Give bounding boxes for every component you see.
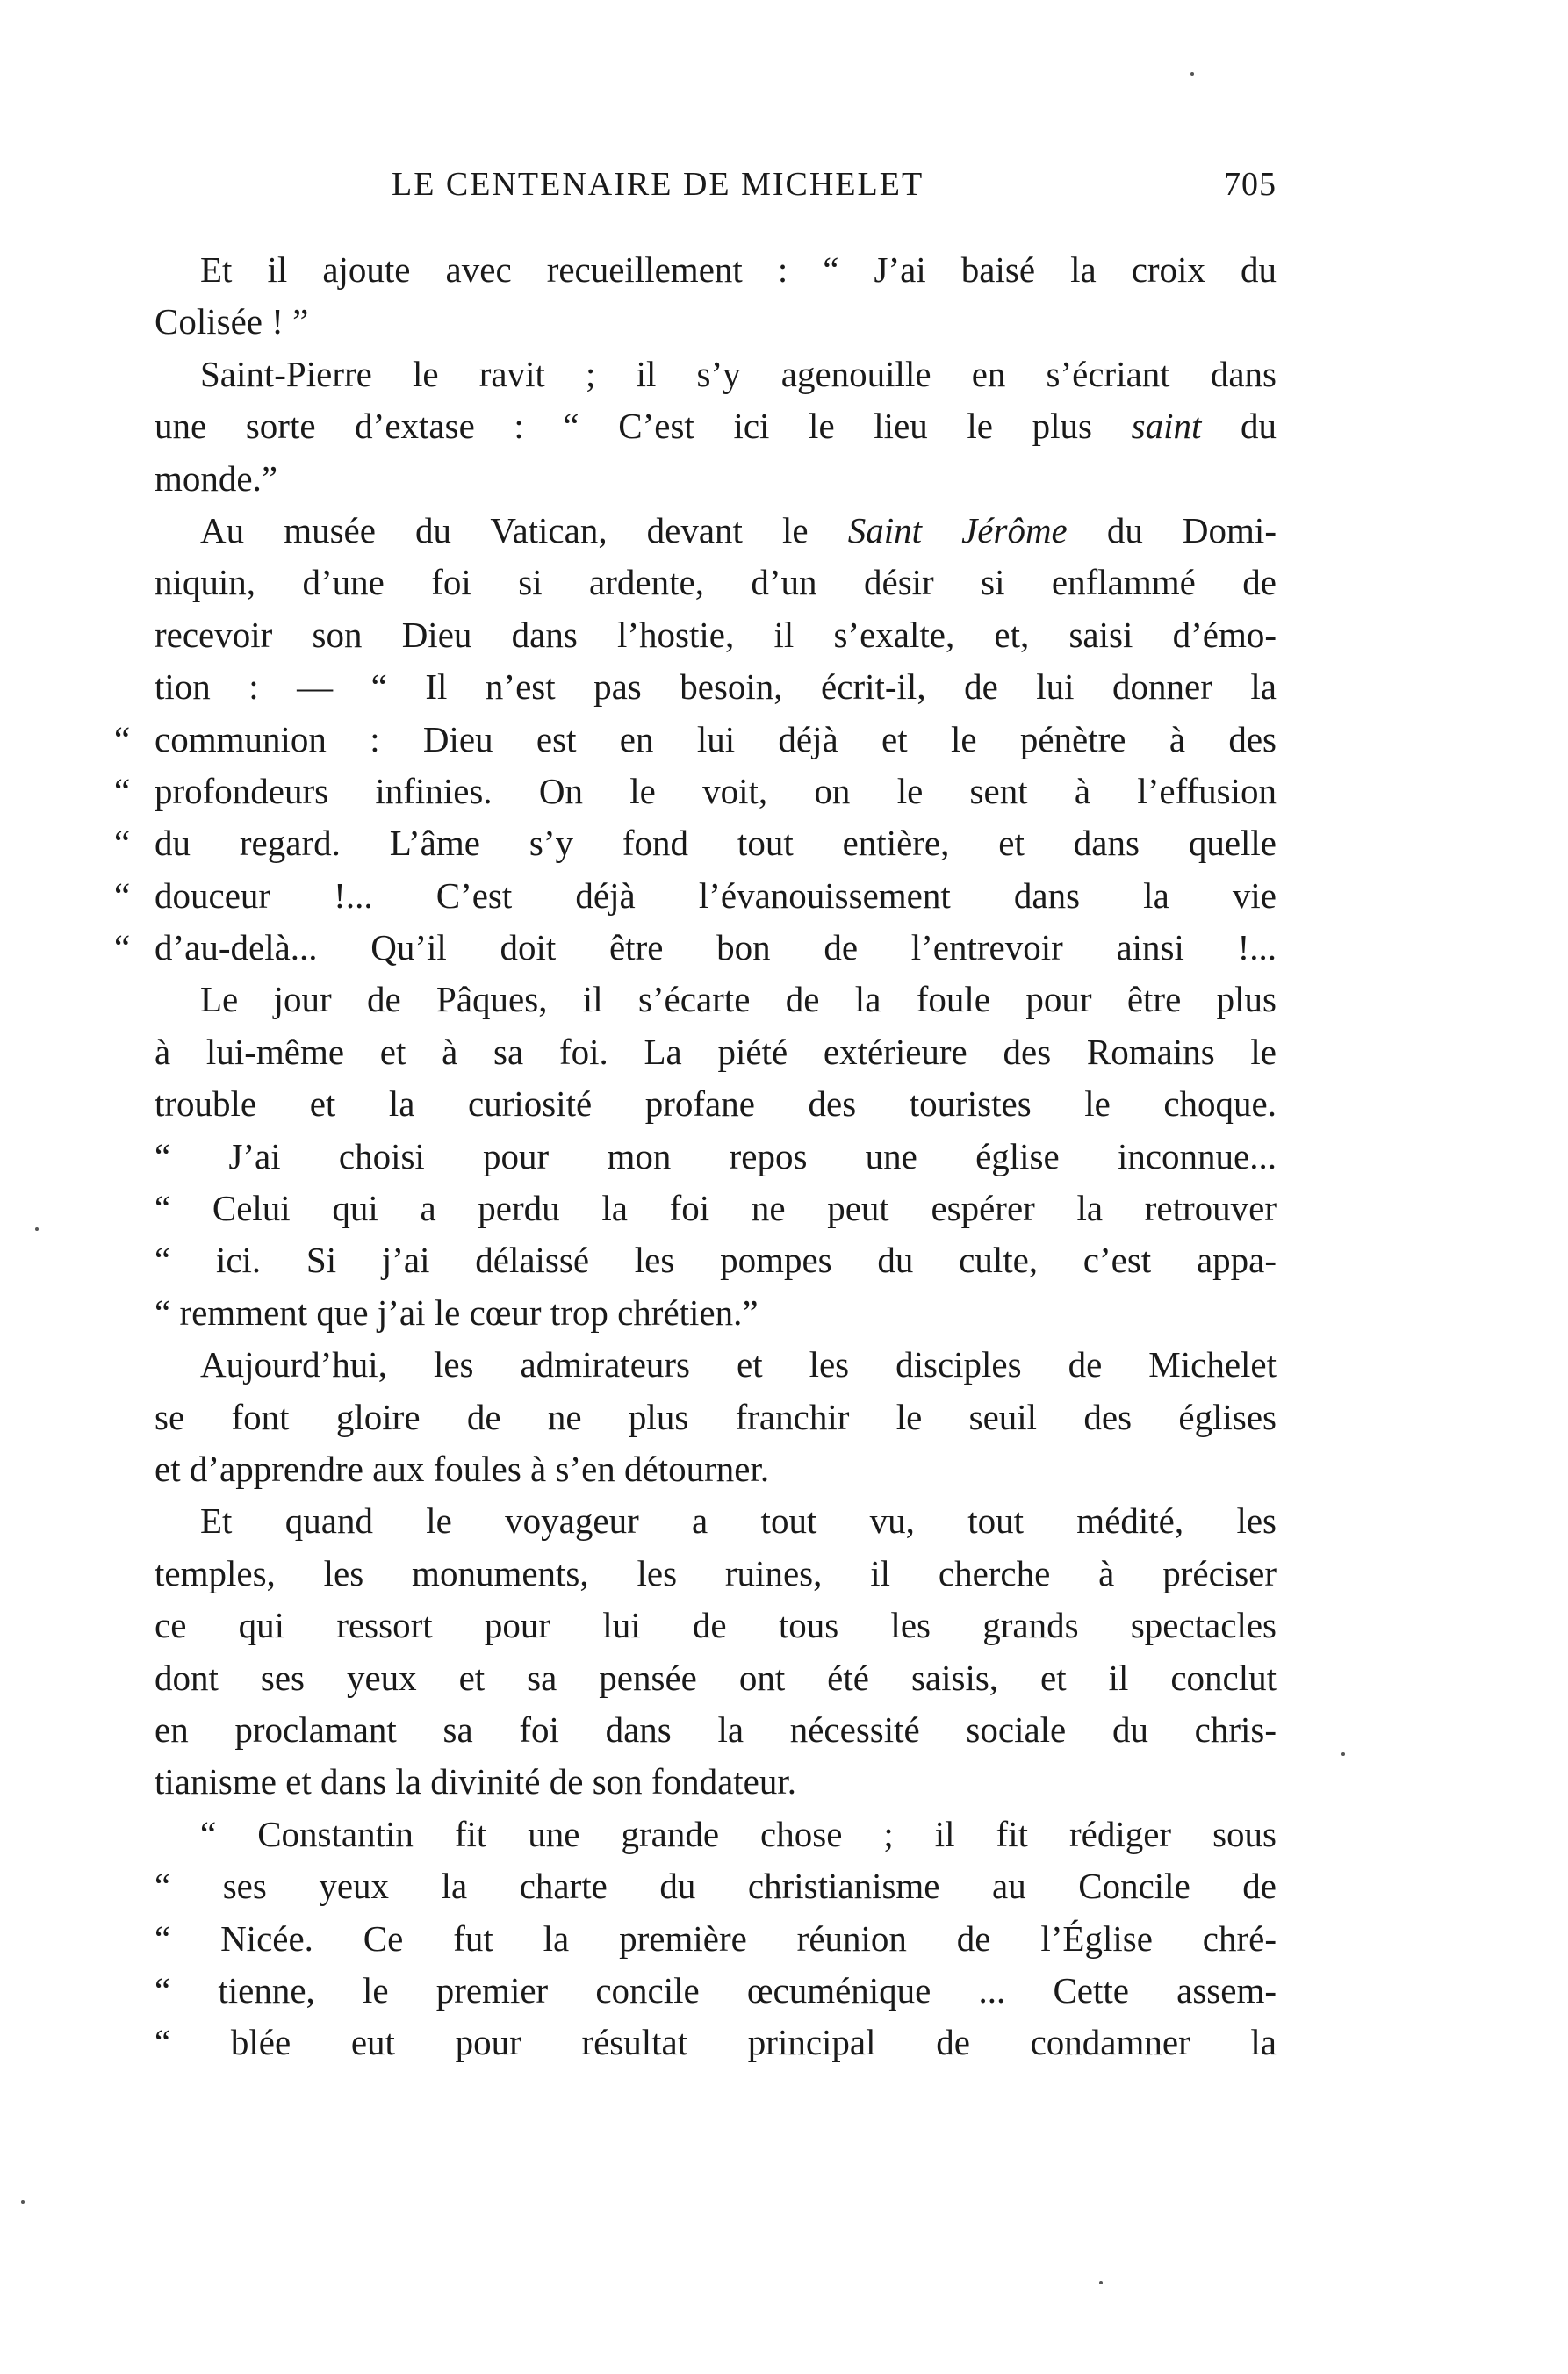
scan-speck (35, 1227, 39, 1231)
text-line: Aujourd’hui, les admirateurs et les disciples de Michelet (200, 1344, 1277, 1385)
text-line: “ d’au-delà... Qu’il doit être bon de l’entrevoir ainsi !... (114, 927, 1277, 968)
page-body (114, 244, 1277, 2069)
paragraph (155, 244, 1277, 349)
page-header (155, 165, 1277, 209)
text-run: d’au-delà... Qu’il doit être bon de l’entrevoir ainsi !... (155, 927, 1277, 968)
paragraph (114, 505, 1277, 975)
text-line: Et il ajoute avec recueillement : “ J’ai baisé la croix du (200, 249, 1277, 290)
text-line: se font gloire de ne plus franchir le seuil des églises (155, 1396, 1277, 1437)
paragraph (155, 974, 1277, 1339)
scan-speck (21, 2200, 25, 2204)
text-line (155, 400, 1277, 452)
italic-title: Saint Jérôme (847, 509, 1068, 550)
text-line: “ J’ai choisi pour mon repos une église inconnue... (155, 1135, 1277, 1176)
paragraph (155, 1809, 1277, 2069)
text-run: une sorte d’extase : “ C’est ici le lieu le plus (155, 406, 1132, 447)
text-run: du (1201, 406, 1277, 447)
text-line: “ remment que j’ai le cœur trop chrétien.” (155, 1291, 759, 1333)
text-line: niquin, d’une foi si ardente, d’un désir si enflammé de (155, 562, 1277, 603)
text-line: “ ses yeux la charte du christianisme au Concile de (155, 1866, 1277, 1907)
paragraph (155, 1339, 1277, 1495)
text-line: Saint-Pierre le ravit ; il s’y agenouille en s’écriant dans (200, 353, 1277, 394)
text-line: “ Nicée. Ce fut la première réunion de l’Église chré- (155, 1917, 1277, 1959)
text-line: “ du regard. L’âme s’y fond tout entière, et dans quelle (114, 823, 1277, 864)
text-line: ce qui ressort pour lui de tous les grands spectacles (155, 1605, 1277, 1646)
text-line: “ douceur !... C’est déjà l’évanouissement dans la vie (114, 874, 1277, 916)
scan-speck (1099, 2281, 1103, 2284)
text-line: Le jour de Pâques, il s’écarte de la foule pour être plus (200, 979, 1277, 1020)
text-line: “ profondeurs infinies. On le voit, on le sent à l’effusion (114, 770, 1277, 811)
running-title: LE CENTENAIRE DE MICHELET (392, 166, 924, 203)
text-line: et d’apprendre aux foules à s’en détourner. (155, 1448, 770, 1489)
text-line: en proclamant sa foi dans la nécessité sociale du chris- (155, 1709, 1277, 1750)
text-line: recevoir son Dieu dans l’hostie, il s’exalte, et, saisi d’émo- (155, 614, 1277, 655)
text-run: Au musée du Vatican, devant le (200, 509, 848, 550)
text-line: monde.” (155, 457, 278, 499)
text-line: “ tienne, le premier concile œcuménique ... Cette assem- (155, 1969, 1277, 2011)
text-line: “ blée eut pour résultat principal de condamner la (155, 2022, 1277, 2063)
text-line: à lui-même et à sa foi. La piété extérieure des Romains le (155, 1031, 1277, 1072)
text-line: tianisme et dans la divinité de son fondateur. (155, 1761, 796, 1802)
scan-speck (1341, 1752, 1345, 1756)
text-line: Et quand le voyageur a tout vu, tout médité, les (200, 1500, 1277, 1542)
text-line: “ Celui qui a perdu la foi ne peut espérer la retrouver (155, 1188, 1277, 1229)
text-line: trouble et la curiosité profane des touristes le choque. (155, 1083, 1277, 1125)
italic-word: saint (1131, 406, 1202, 447)
scan-speck (1190, 72, 1194, 76)
text-run: communion : Dieu est en lui déjà et le pénètre à des (155, 718, 1277, 759)
text-run: du Domi- (1067, 509, 1277, 550)
text-line: Colisée ! ” (155, 301, 309, 342)
paragraph (155, 349, 1277, 505)
paragraph (155, 1495, 1277, 1808)
text-line (155, 505, 1277, 557)
text-line: temples, les monuments, les ruines, il cherche à préciser (155, 1552, 1277, 1593)
text-line: “ ici. Si j’ai délaissé les pompes du culte, c’est appa- (155, 1240, 1277, 1281)
text-run: douceur !... C’est déjà l’évanouissement dans la vie (155, 874, 1277, 916)
text-line: tion : — “ Il n’est pas besoin, écrit-il, de lui donner la (155, 666, 1277, 708)
text-line: dont ses yeux et sa pensée ont été saisis, et il conclut (155, 1657, 1277, 1698)
text-run: du regard. L’âme s’y fond tout entière, et dans quelle (155, 823, 1277, 864)
text-line: “ communion : Dieu est en lui déjà et le pénètre à des (114, 718, 1277, 759)
page-number: 705 (1224, 166, 1277, 203)
text-run: profondeurs infinies. On le voit, on le sent à l’effusion (155, 770, 1277, 811)
text-line: “ Constantin fit une grande chose ; il fit rédiger sous (200, 1813, 1277, 1854)
